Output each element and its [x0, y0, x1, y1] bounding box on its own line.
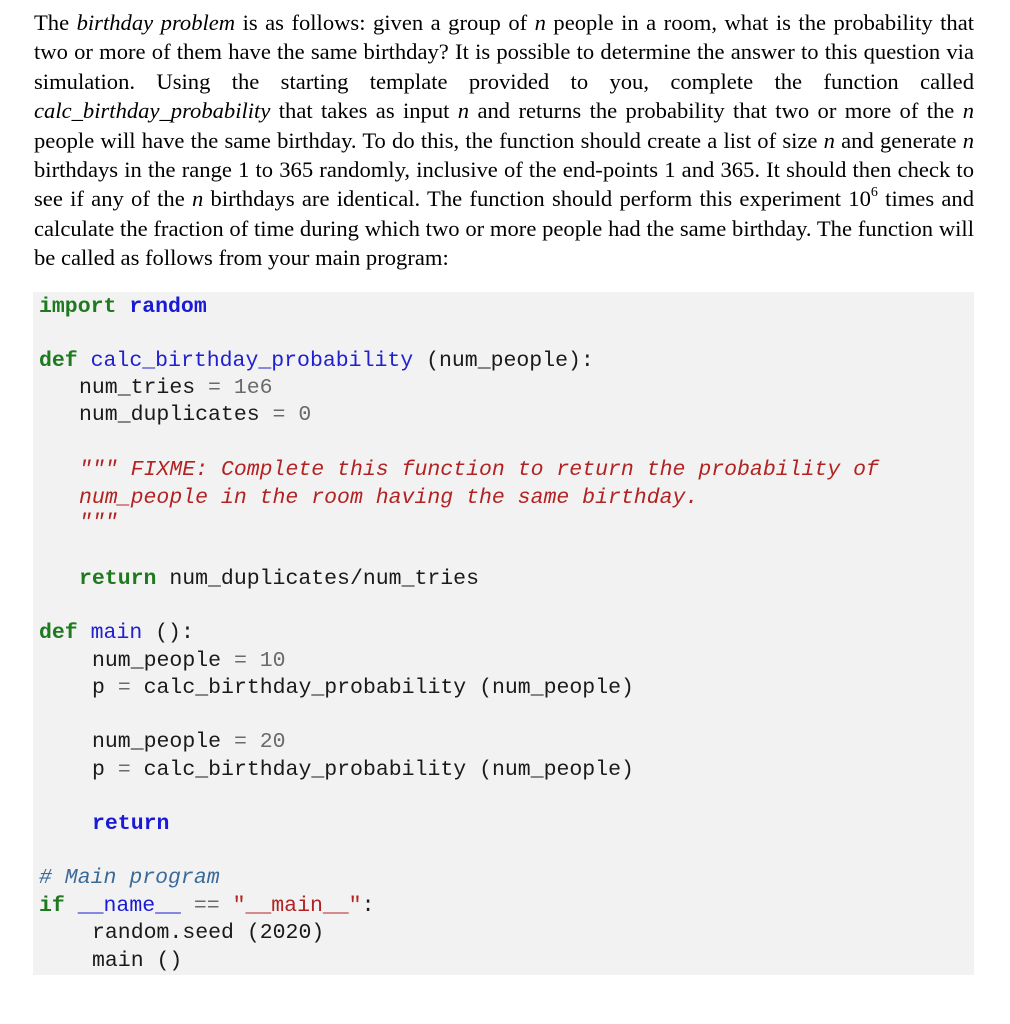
code-line-num-people-10: num_people = 10: [92, 649, 286, 673]
code-line-if-main: if __name__ == "__main__":: [39, 894, 375, 918]
code-line-return-calc: return num_duplicates/num_tries: [79, 567, 479, 591]
code-line-p-call-2: p = calc_birthday_probability (num_people): [92, 758, 634, 782]
code-line-main-call: main (): [92, 949, 183, 973]
code-docstring-line-1: """ FIXME: Complete this function to return the probability of: [79, 458, 879, 482]
code-line-import: import random: [39, 295, 207, 319]
code-docstring-close: """: [79, 511, 118, 535]
code-line-random-seed: random.seed (2020): [92, 921, 325, 945]
problem-description: The birthday problem is as follows: given a group of n people in a room, what is the probability that two or more of them have the same birthday? It is possible to determine the answer to this question via simulation. Using the starting template provided to you, complete the function called calc_birthday_probability that takes as input n and returns the probability that two or more of the n people will have the same birthday. To do this, the function should create a list of size n and generate n birthdays in the range 1 to 365 randomly, inclusive of the end-points 1 and 365. It should then check to see if any of the n birthdays are identical. The function should perform this experiment $10^6$ times and calculate the fraction of time during which two or more people had the same birthday. The function will be called as follows from your main program:: [34, 10, 974, 271]
code-docstring-line-2: num_people in the room having the same birthday.: [79, 486, 699, 510]
code-line-comment: # Main program: [39, 866, 220, 890]
code-line-return-main: return: [92, 812, 170, 836]
code-line-num-people-20: num_people = 20: [92, 730, 286, 754]
code-block: [33, 292, 974, 975]
code-line-p-call-1: p = calc_birthday_probability (num_people): [92, 676, 634, 700]
code-line-def-calc: def calc_birthday_probability (num_people):: [39, 349, 594, 373]
code-line-num-duplicates: num_duplicates = 0: [79, 403, 312, 427]
code-line-num-tries: num_tries = 1e6: [79, 376, 273, 400]
code-line-def-main: def main ():: [39, 621, 194, 645]
